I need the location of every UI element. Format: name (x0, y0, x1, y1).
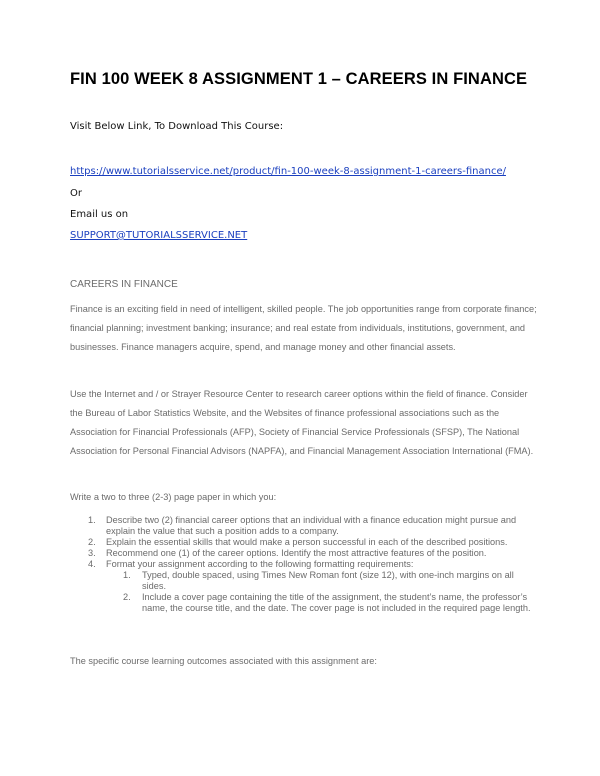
visit-text: Visit Below Link, To Download This Course: (70, 121, 284, 132)
sub-list-item: 2. Include a cover page containing the title of the assignment, the student’s name, the professor’s name, the course title, and the date. The cover page is not included in the required page length. (123, 592, 531, 613)
sub-list-item: 1. Typed, double spaced, using Times New Roman font (size 12), with one-inch margins on all sides. (123, 570, 514, 591)
list-item: 2. Explain the essential skills that would make a person successful in each of the described positions. (88, 537, 508, 547)
outro-text: The specific course learning outcomes associated with this assignment are: (70, 656, 377, 666)
requirements-list (70, 515, 540, 614)
section-heading: CAREERS IN FINANCE (70, 279, 178, 290)
list-item: 4. Format your assignment according to the following formatting requirements: (88, 559, 414, 569)
course-link[interactable]: https://www.tutorialsservice.net/product/fin-100-week-8-assignment-1-careers-finance/ (70, 166, 506, 177)
list-item: 1. Describe two (2) financial career options that an individual with a finance education might pursue and explain the value that such a position adds to a company. (88, 515, 517, 536)
paragraph-instructions: Write a two to three (2-3) page paper in which you: (70, 492, 277, 502)
list-item: 3. Recommend one (1) of the career options. Identify the most attractive features of the position. (88, 548, 487, 558)
email-link[interactable]: SUPPORT@TUTORIALSSERVICE.NET (70, 230, 248, 241)
document-title: FIN 100 WEEK 8 ASSIGNMENT 1 – CAREERS IN FINANCE (70, 70, 528, 88)
paragraph-research: Use the Internet and / or Strayer Resource Center to research career options within the field of finance. Consider the Bureau of Labor Statistics Website, and the Websites of finance professional associations such as the Association for Financial Professionals (AFP), Society of Financial Service Professionals (SFSP), The National Association for Personal Financial Advisors (NAPFA), and Financial Management Association International (FMA). (70, 389, 534, 456)
paragraph-intro: Finance is an exciting field in need of intelligent, skilled people. The job opportunities range from corporate finance; financial planning; investment banking; insurance; and real estate from individuals, institutions, government, and businesses. Finance managers acquire, spend, and manage money and other financial assets. (70, 304, 537, 352)
or-text: Or (70, 188, 82, 199)
email-label: Email us on (70, 209, 129, 220)
